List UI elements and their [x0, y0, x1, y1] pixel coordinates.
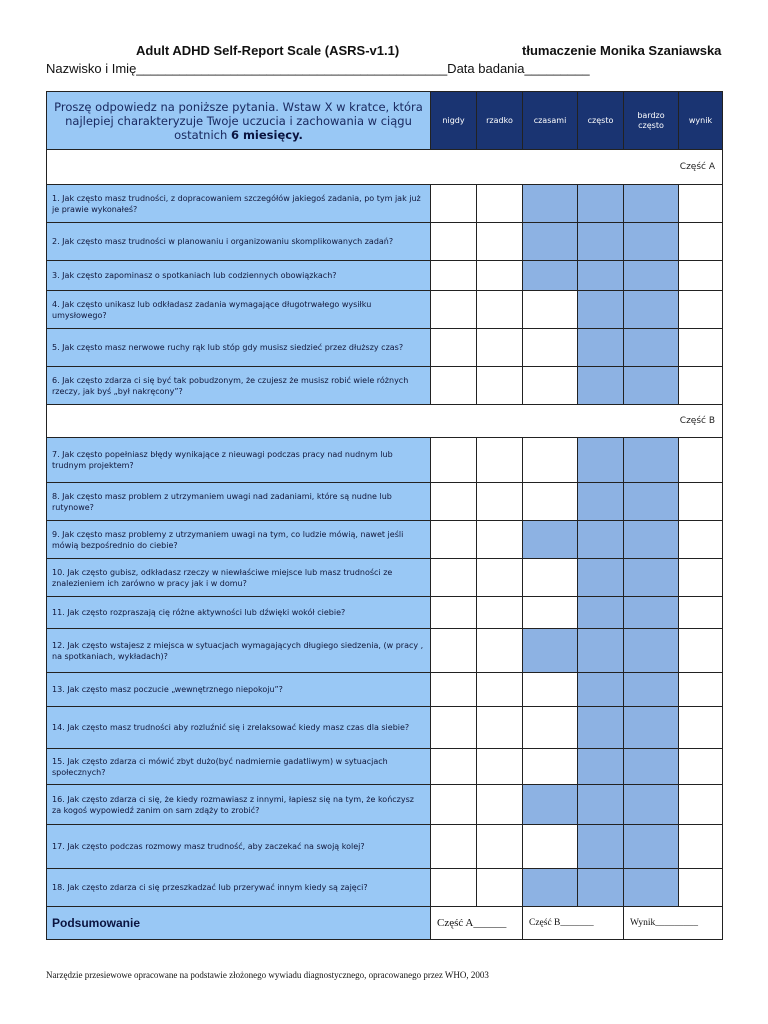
- answer-cell-very-often[interactable]: [624, 521, 679, 559]
- asrs-questionnaire-table: [46, 91, 723, 940]
- part-b-label: Część B: [47, 405, 723, 438]
- question-row: [47, 521, 723, 559]
- answer-cell-often[interactable]: [578, 223, 624, 261]
- answer-cell-never[interactable]: [431, 521, 477, 559]
- answer-cell-sometimes[interactable]: [523, 825, 578, 869]
- answer-cell-sometimes[interactable]: [523, 521, 578, 559]
- question-text: 9. Jak często masz problemy z utrzymaniem uwagi na tym, co ludzie mówią, nawet jeśli mówią bezpośrednio do ciebie?: [47, 521, 431, 559]
- question-row: [47, 291, 723, 329]
- question-row: [47, 438, 723, 483]
- part-b-row: [47, 405, 723, 438]
- question-text: 2. Jak często masz trudności w planowaniu i organizowaniu skomplikowanych zadań?: [47, 223, 431, 261]
- score-cell[interactable]: [679, 185, 723, 223]
- answer-cell-sometimes[interactable]: [523, 367, 578, 405]
- answer-cell-never[interactable]: [431, 559, 477, 597]
- score-cell[interactable]: [679, 673, 723, 707]
- answer-cell-rarely[interactable]: [477, 438, 523, 483]
- summary-label: Podsumowanie: [47, 907, 431, 940]
- answer-cell-very-often[interactable]: [624, 483, 679, 521]
- header-row: [47, 92, 723, 150]
- answer-cell-rarely[interactable]: [477, 521, 523, 559]
- answer-cell-rarely[interactable]: [477, 749, 523, 785]
- answer-cell-sometimes[interactable]: [523, 261, 578, 291]
- answer-cell-rarely[interactable]: [477, 367, 523, 405]
- question-row: [47, 223, 723, 261]
- summary-row: [47, 907, 723, 940]
- answer-cell-sometimes[interactable]: [523, 869, 578, 907]
- answer-cell-sometimes[interactable]: [523, 707, 578, 749]
- answer-cell-rarely[interactable]: [477, 825, 523, 869]
- answer-cell-very-often[interactable]: [624, 559, 679, 597]
- answer-cell-often[interactable]: [578, 261, 624, 291]
- answer-cell-sometimes[interactable]: [523, 673, 578, 707]
- answer-cell-rarely[interactable]: [477, 329, 523, 367]
- summary-part-a[interactable]: Część A______: [431, 907, 523, 940]
- question-row: [47, 869, 723, 907]
- instructions-text: Proszę odpowiedz na poniższe pytania. Wstaw X w kratce, która najlepiej charakteryzuje Twoje uczucia i zachowania w ciągu ostatnich: [54, 99, 423, 142]
- answer-cell-rarely[interactable]: [477, 223, 523, 261]
- score-cell[interactable]: [679, 438, 723, 483]
- question-text: 1. Jak często masz trudności, z dopracowaniem szczegółów jakiegoś zadania, po tym jak już je prawie wykonałeś?: [47, 185, 431, 223]
- question-text: 5. Jak często masz nerwowe ruchy rąk lub stóp gdy musisz siedzieć przez dłuższy czas?: [47, 329, 431, 367]
- answer-cell-rarely[interactable]: [477, 291, 523, 329]
- question-text: 11. Jak często rozpraszają cię różne aktywności lub dźwięki wokół ciebie?: [47, 597, 431, 629]
- answer-cell-sometimes[interactable]: [523, 629, 578, 673]
- score-cell[interactable]: [679, 749, 723, 785]
- part-a-row: [47, 150, 723, 185]
- answer-cell-very-often[interactable]: [624, 869, 679, 907]
- question-text: 6. Jak często zdarza ci się być tak pobudzonym, że czujesz że musisz robić wiele różnych rzeczy, jak byś „był nakręcony”?: [47, 367, 431, 405]
- answer-cell-often[interactable]: [578, 597, 624, 629]
- question-text: 18. Jak często zdarza ci się przeszkadzać lub przerywać innym kiedy są zajęci?: [47, 869, 431, 907]
- answer-cell-very-often[interactable]: [624, 707, 679, 749]
- summary-score[interactable]: Wynik_________: [624, 907, 723, 940]
- question-row: [47, 483, 723, 521]
- answer-cell-very-often[interactable]: [624, 629, 679, 673]
- answer-cell-sometimes[interactable]: [523, 291, 578, 329]
- answer-cell-rarely[interactable]: [477, 483, 523, 521]
- answer-cell-often[interactable]: [578, 707, 624, 749]
- answer-cell-never[interactable]: [431, 367, 477, 405]
- question-text: 17. Jak często podczas rozmowy masz trudność, aby zaczekać na swoją kolej?: [47, 825, 431, 869]
- question-row: [47, 329, 723, 367]
- score-cell[interactable]: [679, 785, 723, 825]
- question-row: [47, 785, 723, 825]
- answer-cell-rarely[interactable]: [477, 673, 523, 707]
- answer-cell-often[interactable]: [578, 185, 624, 223]
- answer-cell-often[interactable]: [578, 291, 624, 329]
- question-text: 14. Jak często masz trudności aby rozluźnić się i zrelaksować kiedy masz czas dla siebie?: [47, 707, 431, 749]
- answer-cell-never[interactable]: [431, 483, 477, 521]
- answer-cell-sometimes[interactable]: [523, 329, 578, 367]
- answer-cell-never[interactable]: [431, 673, 477, 707]
- answer-cell-very-often[interactable]: [624, 367, 679, 405]
- score-cell[interactable]: [679, 597, 723, 629]
- score-cell[interactable]: [679, 291, 723, 329]
- summary-part-b[interactable]: Część B_______: [523, 907, 624, 940]
- answer-cell-rarely[interactable]: [477, 559, 523, 597]
- answer-cell-often[interactable]: [578, 329, 624, 367]
- answer-cell-sometimes[interactable]: [523, 185, 578, 223]
- answer-cell-often[interactable]: [578, 673, 624, 707]
- score-cell[interactable]: [679, 629, 723, 673]
- question-row: [47, 629, 723, 673]
- score-cell[interactable]: [679, 483, 723, 521]
- question-row: [47, 749, 723, 785]
- answer-cell-sometimes[interactable]: [523, 223, 578, 261]
- answer-cell-never[interactable]: [431, 261, 477, 291]
- answer-cell-often[interactable]: [578, 825, 624, 869]
- score-cell[interactable]: [679, 707, 723, 749]
- answer-cell-rarely[interactable]: [477, 597, 523, 629]
- answer-cell-very-often[interactable]: [624, 438, 679, 483]
- answer-cell-often[interactable]: [578, 438, 624, 483]
- answer-cell-very-often[interactable]: [624, 223, 679, 261]
- instructions: [47, 92, 431, 150]
- answer-cell-often[interactable]: [578, 629, 624, 673]
- answer-cell-sometimes[interactable]: [523, 749, 578, 785]
- score-cell[interactable]: [679, 825, 723, 869]
- question-text: 16. Jak często zdarza ci się, że kiedy rozmawiasz z innymi, łapiesz się na tym, że kończysz za kogoś wypowiedź zanim on sam zdąży to zrobić?: [47, 785, 431, 825]
- column-header-never: nigdy: [431, 92, 477, 150]
- answer-cell-rarely[interactable]: [477, 261, 523, 291]
- answer-cell-rarely[interactable]: [477, 785, 523, 825]
- score-cell[interactable]: [679, 261, 723, 291]
- column-header-rarely: rzadko: [477, 92, 523, 150]
- score-cell[interactable]: [679, 869, 723, 907]
- translator-credit: tłumaczenie Monika Szaniawska: [522, 43, 722, 58]
- score-cell[interactable]: [679, 223, 723, 261]
- column-header-very-often: bardzo często: [624, 92, 679, 150]
- question-row: [47, 185, 723, 223]
- answer-cell-never[interactable]: [431, 707, 477, 749]
- name-date-line: Nazwisko i Imię___________________________________________Data badania_________: [46, 61, 590, 76]
- answer-cell-very-often[interactable]: [624, 185, 679, 223]
- column-header-score: wynik: [679, 92, 723, 150]
- answer-cell-very-often[interactable]: [624, 749, 679, 785]
- answer-cell-very-often[interactable]: [624, 785, 679, 825]
- answer-cell-never[interactable]: [431, 223, 477, 261]
- part-a-label: Część A: [47, 150, 723, 185]
- instructions-emphasis: 6 miesięcy.: [230, 127, 303, 142]
- question-text: 7. Jak często popełniasz błędy wynikające z nieuwagi podczas pracy nad nudnym lub trudnym projektem?: [47, 438, 431, 483]
- answer-cell-very-often[interactable]: [624, 261, 679, 291]
- answer-cell-rarely[interactable]: [477, 707, 523, 749]
- answer-cell-sometimes[interactable]: [523, 597, 578, 629]
- question-row: [47, 559, 723, 597]
- score-cell[interactable]: [679, 559, 723, 597]
- answer-cell-sometimes[interactable]: [523, 559, 578, 597]
- answer-cell-never[interactable]: [431, 438, 477, 483]
- footer-note: Narzędzie przesiewowe opracowane na podstawie złożonego wywiadu diagnostycznego, opracowanego przez WHO, 2003: [46, 970, 489, 980]
- answer-cell-often[interactable]: [578, 749, 624, 785]
- answer-cell-never[interactable]: [431, 629, 477, 673]
- scale-title: Adult ADHD Self-Report Scale (ASRS-v1.1): [136, 43, 400, 58]
- answer-cell-very-often[interactable]: [624, 329, 679, 367]
- question-text: 3. Jak często zapominasz o spotkaniach lub codziennych obowiązkach?: [47, 261, 431, 291]
- answer-cell-often[interactable]: [578, 367, 624, 405]
- answer-cell-never[interactable]: [431, 749, 477, 785]
- answer-cell-never[interactable]: [431, 597, 477, 629]
- question-row: [47, 261, 723, 291]
- answer-cell-often[interactable]: [578, 869, 624, 907]
- answer-cell-rarely[interactable]: [477, 185, 523, 223]
- score-cell[interactable]: [679, 329, 723, 367]
- answer-cell-often[interactable]: [578, 559, 624, 597]
- answer-cell-rarely[interactable]: [477, 629, 523, 673]
- answer-cell-very-often[interactable]: [624, 673, 679, 707]
- question-text: 12. Jak często wstajesz z miejsca w sytuacjach wymagających długiego siedzenia, (w pracy , na spotkaniach, wykładach)?: [47, 629, 431, 673]
- answer-cell-often[interactable]: [578, 521, 624, 559]
- answer-cell-never[interactable]: [431, 869, 477, 907]
- question-text: 4. Jak często unikasz lub odkładasz zadania wymagające długotrwałego wysiłku umysłowego?: [47, 291, 431, 329]
- answer-cell-never[interactable]: [431, 329, 477, 367]
- answer-cell-very-often[interactable]: [624, 825, 679, 869]
- question-text: 15. Jak często zdarza ci mówić zbyt dużo(być nadmiernie gadatliwym) w sytuacjach społecznych?: [47, 749, 431, 785]
- answer-cell-sometimes[interactable]: [523, 483, 578, 521]
- score-cell[interactable]: [679, 367, 723, 405]
- answer-cell-never[interactable]: [431, 825, 477, 869]
- question-row: [47, 825, 723, 869]
- answer-cell-often[interactable]: [578, 483, 624, 521]
- answer-cell-rarely[interactable]: [477, 869, 523, 907]
- answer-cell-very-often[interactable]: [624, 291, 679, 329]
- answer-cell-often[interactable]: [578, 785, 624, 825]
- answer-cell-very-often[interactable]: [624, 597, 679, 629]
- answer-cell-never[interactable]: [431, 291, 477, 329]
- question-row: [47, 673, 723, 707]
- question-text: 8. Jak często masz problem z utrzymaniem uwagi nad zadaniami, które są nudne lub rutynowe?: [47, 483, 431, 521]
- question-text: 13. Jak często masz poczucie „wewnętrznego niepokoju”?: [47, 673, 431, 707]
- question-row: [47, 367, 723, 405]
- answer-cell-sometimes[interactable]: [523, 785, 578, 825]
- question-row: [47, 707, 723, 749]
- answer-cell-never[interactable]: [431, 185, 477, 223]
- column-header-sometimes: czasami: [523, 92, 578, 150]
- answer-cell-sometimes[interactable]: [523, 438, 578, 483]
- column-header-often: często: [578, 92, 624, 150]
- answer-cell-never[interactable]: [431, 785, 477, 825]
- question-text: 10. Jak często gubisz, odkładasz rzeczy w niewłaściwe miejsce lub masz trudności ze znalezieniem ich zarówno w pracy jak i w domu?: [47, 559, 431, 597]
- score-cell[interactable]: [679, 521, 723, 559]
- question-row: [47, 597, 723, 629]
